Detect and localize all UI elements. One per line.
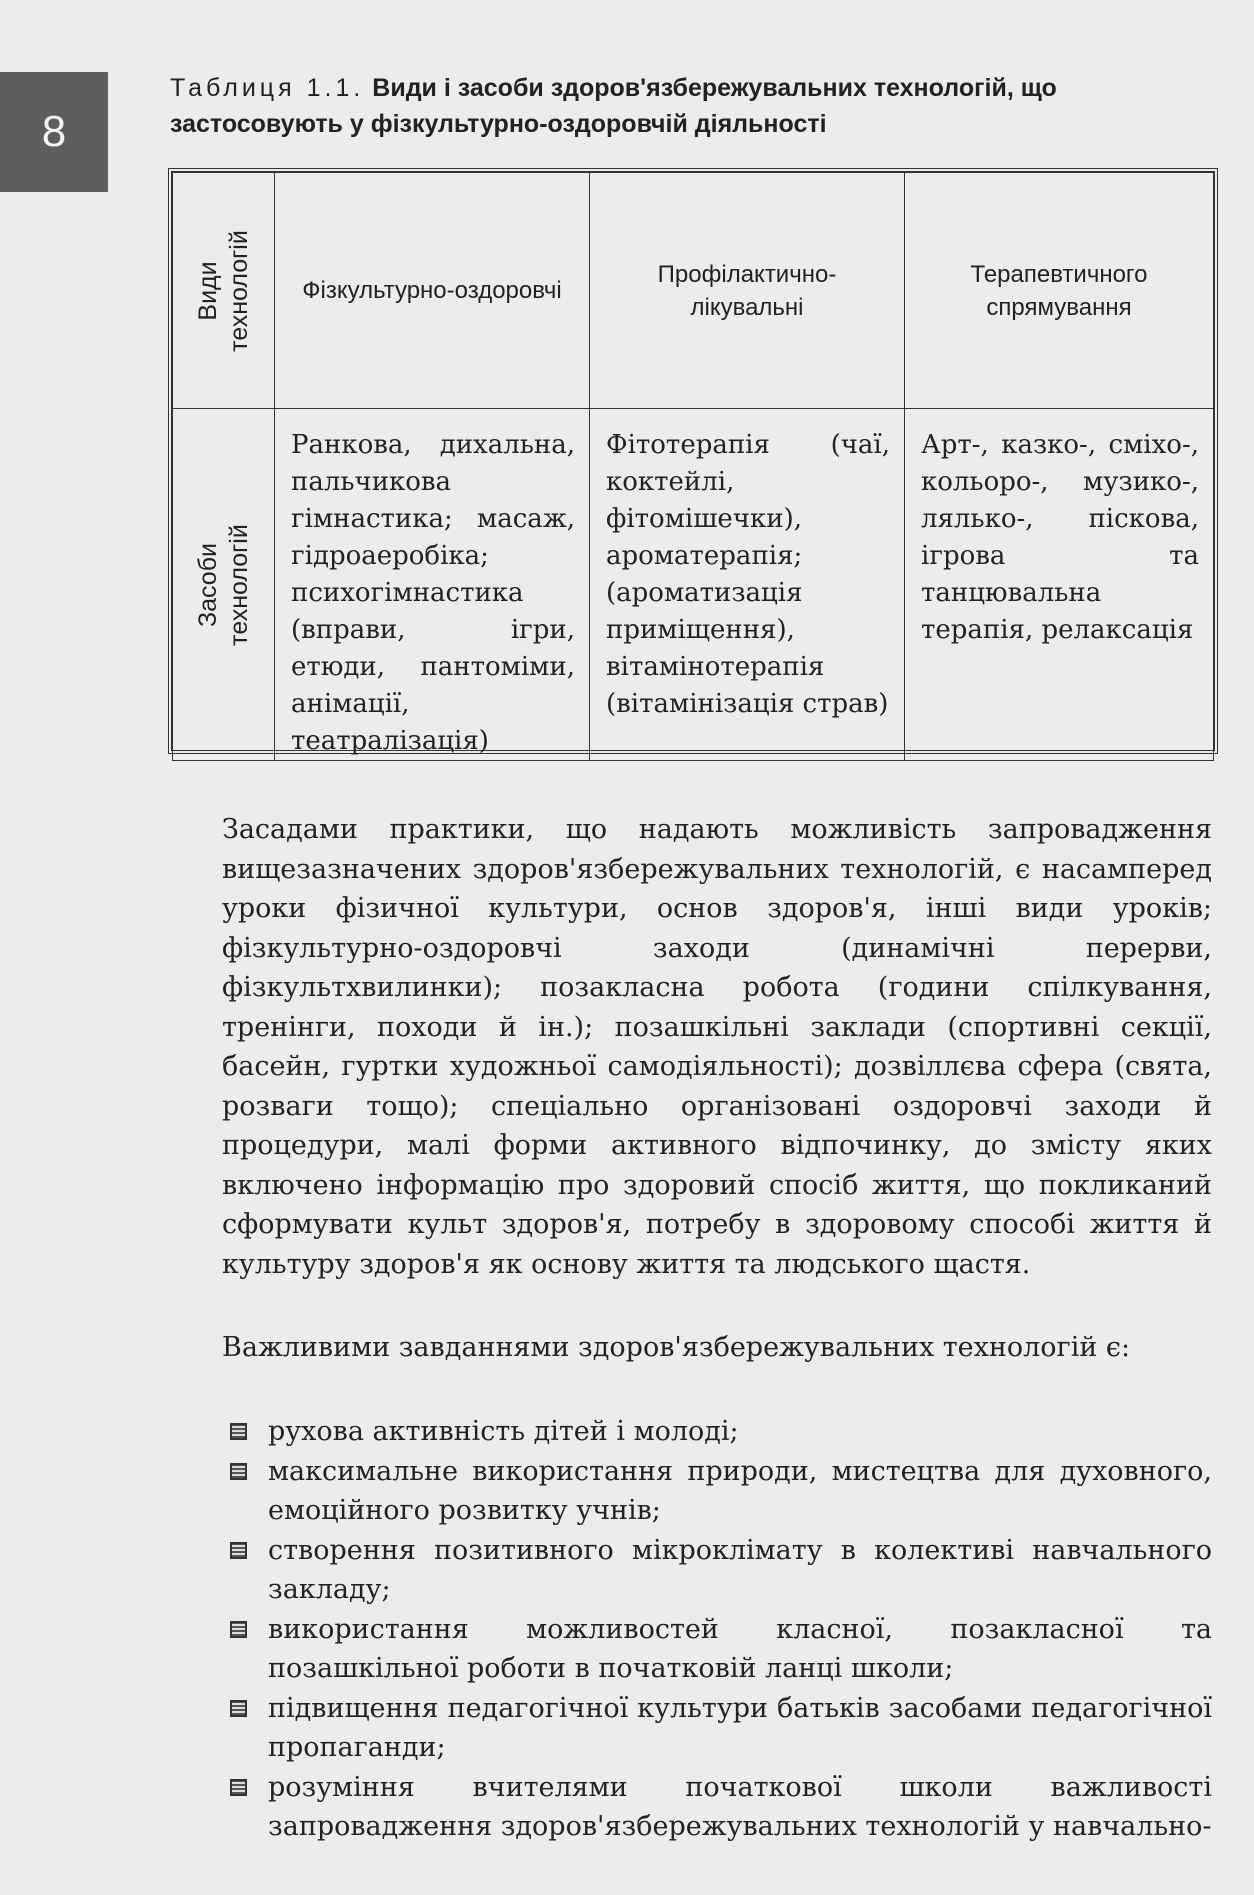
- bullet-icon: [230, 1423, 247, 1440]
- list-item: розуміння вчителями початкової школи важливості запровадження здоров'язбережувальних технологій у навчально-: [222, 1768, 1212, 1847]
- list-item: максимальне використання природи, мистецтва для духовного, емоційного розвитку учнів;: [222, 1452, 1212, 1531]
- paragraph-practice-text: Засадами практики, що надають можливість запровадження вищезазначених здоров'язбережувальних технологій, є насамперед уроки фізичної культури, основ здоров'я, інші види уроків; фізкультурно-оздоровчі заходи (динамічні перерви, фізкультхвилинки); позакласна робота (години спілкування, тренінги, походи й ін.); позашкільні заклади (спортивні секції, басейн, гуртки художньої самодіяльності); дозвіллєва сфера (свята, розваги тощо); спеціально організовані оздоровчі заходи й процедури, малі форми активного відпочинку, до змісту яких включено інформацію про здоровий спосіб життя, що покликаний сформувати культ здоров'я, потребу в здоровому способі життя й культуру здоров'я як основу життя та людського щастя.: [222, 814, 1212, 1280]
- tasks-list: [222, 1412, 1212, 1847]
- bullet-icon: [230, 1542, 247, 1559]
- table-cell: Арт-, казко-, сміхо-, кольоро-, музико-, лялько-, піскова, ігрова та танцювальна терапія, релаксація: [905, 409, 1214, 761]
- caption-label: Таблиця 1.1.: [170, 74, 365, 102]
- caption-title: Види і засоби здоров'язбережувальних технологій, що застосовують у фізкультурно-оздоровчій діяльності: [170, 74, 1057, 138]
- table-cell: Ранкова, дихальна, пальчикова гімнастика; масаж, гідроаеробіка; психогімнастика (вправи, ігри, етюди, пантоміми, анімації, театралізація): [275, 409, 590, 761]
- paragraph-practice: [222, 810, 1212, 1284]
- table-cell: Фітотерапія (чаї, коктейлі, фітомішечки), ароматерапія; (ароматизація приміщення), вітамінотерапія (вітамінізація страв): [590, 409, 905, 761]
- list-item: рухова активність дітей і молоді;: [222, 1412, 1212, 1452]
- bullet-icon: [230, 1700, 247, 1717]
- list-item: підвищення педагогічної культури батьків засобами педагогічної пропаганди;: [222, 1689, 1212, 1768]
- table-caption: [170, 70, 1150, 142]
- list-item: використання можливостей класної, позакласної та позашкільної роботи в початковій ланці школи;: [222, 1610, 1212, 1689]
- bullet-icon: [230, 1621, 247, 1638]
- bullet-icon: [230, 1779, 247, 1796]
- list-item: створення позитивного мікроклімату в колективі навчального закладу;: [222, 1531, 1212, 1610]
- paragraph-tasks-intro: [222, 1328, 1212, 1368]
- column-header: Профілактично-лікувальні: [590, 173, 905, 409]
- page-number: 8: [0, 72, 108, 192]
- row-header-types: [173, 173, 275, 409]
- paragraph-tasks-intro-text: Важливими завданнями здоров'язбережувальних технологій є:: [222, 1332, 1131, 1363]
- row-header-means: [173, 409, 275, 761]
- table-body-row: [173, 409, 1214, 761]
- row-header-types-label: Види технологій: [193, 229, 253, 352]
- column-header: Фізкультурно-оздоровчі: [275, 173, 590, 409]
- table-header-row: [173, 173, 1214, 409]
- technologies-table: [168, 168, 1218, 754]
- bullet-icon: [230, 1463, 247, 1480]
- row-header-means-label: Засоби технологій: [193, 523, 253, 646]
- column-header: Терапевтичного спрямування: [905, 173, 1214, 409]
